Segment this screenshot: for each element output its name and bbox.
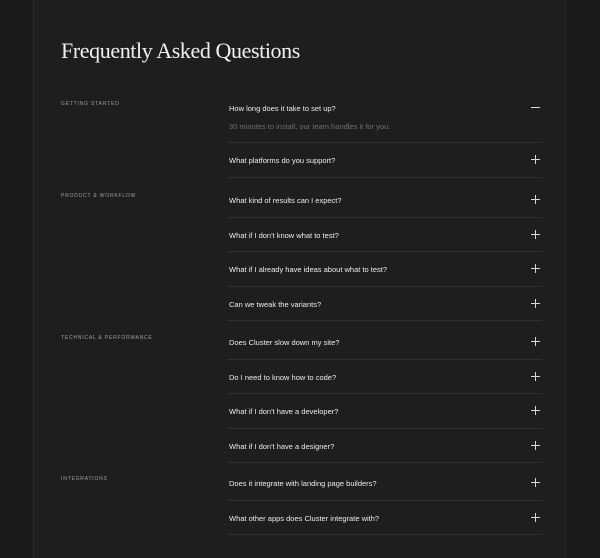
page-title: Frequently Asked Questions	[61, 38, 300, 63]
faq-item[interactable]	[227, 394, 542, 429]
faq-item[interactable]	[227, 143, 542, 178]
faq-answer: 30 minutes to install, our team handles it for you.	[229, 121, 391, 131]
faq-question: What if I don't know what to test?	[229, 230, 339, 240]
minus-icon[interactable]	[531, 103, 540, 112]
faq-item[interactable]	[227, 429, 542, 464]
section-label: GETTING STARTED	[61, 101, 120, 107]
faq-question: What if I don't have a designer?	[229, 441, 335, 451]
faq-question: What other apps does Cluster integrate with?	[229, 513, 380, 523]
plus-icon[interactable]	[531, 513, 540, 522]
faq-item[interactable]	[227, 91, 542, 143]
plus-icon[interactable]	[531, 195, 540, 204]
section-label: PRODUCT & WORKFLOW	[61, 193, 137, 199]
faq-question: What if I already have ideas about what to test?	[229, 265, 388, 274]
plus-icon[interactable]	[531, 230, 540, 239]
faq-question: Do I need to know how to code?	[229, 372, 337, 382]
faq-item[interactable]	[227, 501, 542, 536]
plus-icon[interactable]	[531, 372, 540, 381]
faq-container	[33, 0, 566, 558]
faq-item[interactable]	[227, 466, 542, 501]
plus-icon[interactable]	[531, 155, 540, 164]
plus-icon[interactable]	[531, 337, 540, 346]
faq-question: Does Cluster slow down my site?	[229, 338, 340, 347]
faq-question: What kind of results can I expect?	[229, 196, 342, 205]
plus-icon[interactable]	[531, 264, 540, 273]
faq-item[interactable]	[227, 287, 542, 322]
faq-question: What if I don't have a developer?	[229, 407, 339, 416]
plus-icon[interactable]	[531, 441, 540, 450]
faq-item[interactable]	[227, 183, 542, 218]
faq-item[interactable]	[227, 218, 542, 253]
faq-question: What platforms do you support?	[229, 156, 336, 165]
faq-question: Can we tweak the variants?	[229, 299, 322, 309]
plus-icon[interactable]	[531, 299, 540, 308]
section-label: INTEGRATIONS	[61, 476, 108, 482]
plus-icon[interactable]	[531, 406, 540, 415]
plus-icon[interactable]	[531, 478, 540, 487]
section-label: TECHNICAL & PERFORMANCE	[61, 335, 153, 341]
faq-question: Does it integrate with landing page builders?	[229, 479, 377, 488]
faq-question: How long does it take to set up?	[229, 104, 336, 113]
faq-item[interactable]	[227, 252, 542, 287]
faq-item[interactable]	[227, 325, 542, 360]
faq-item[interactable]	[227, 360, 542, 395]
